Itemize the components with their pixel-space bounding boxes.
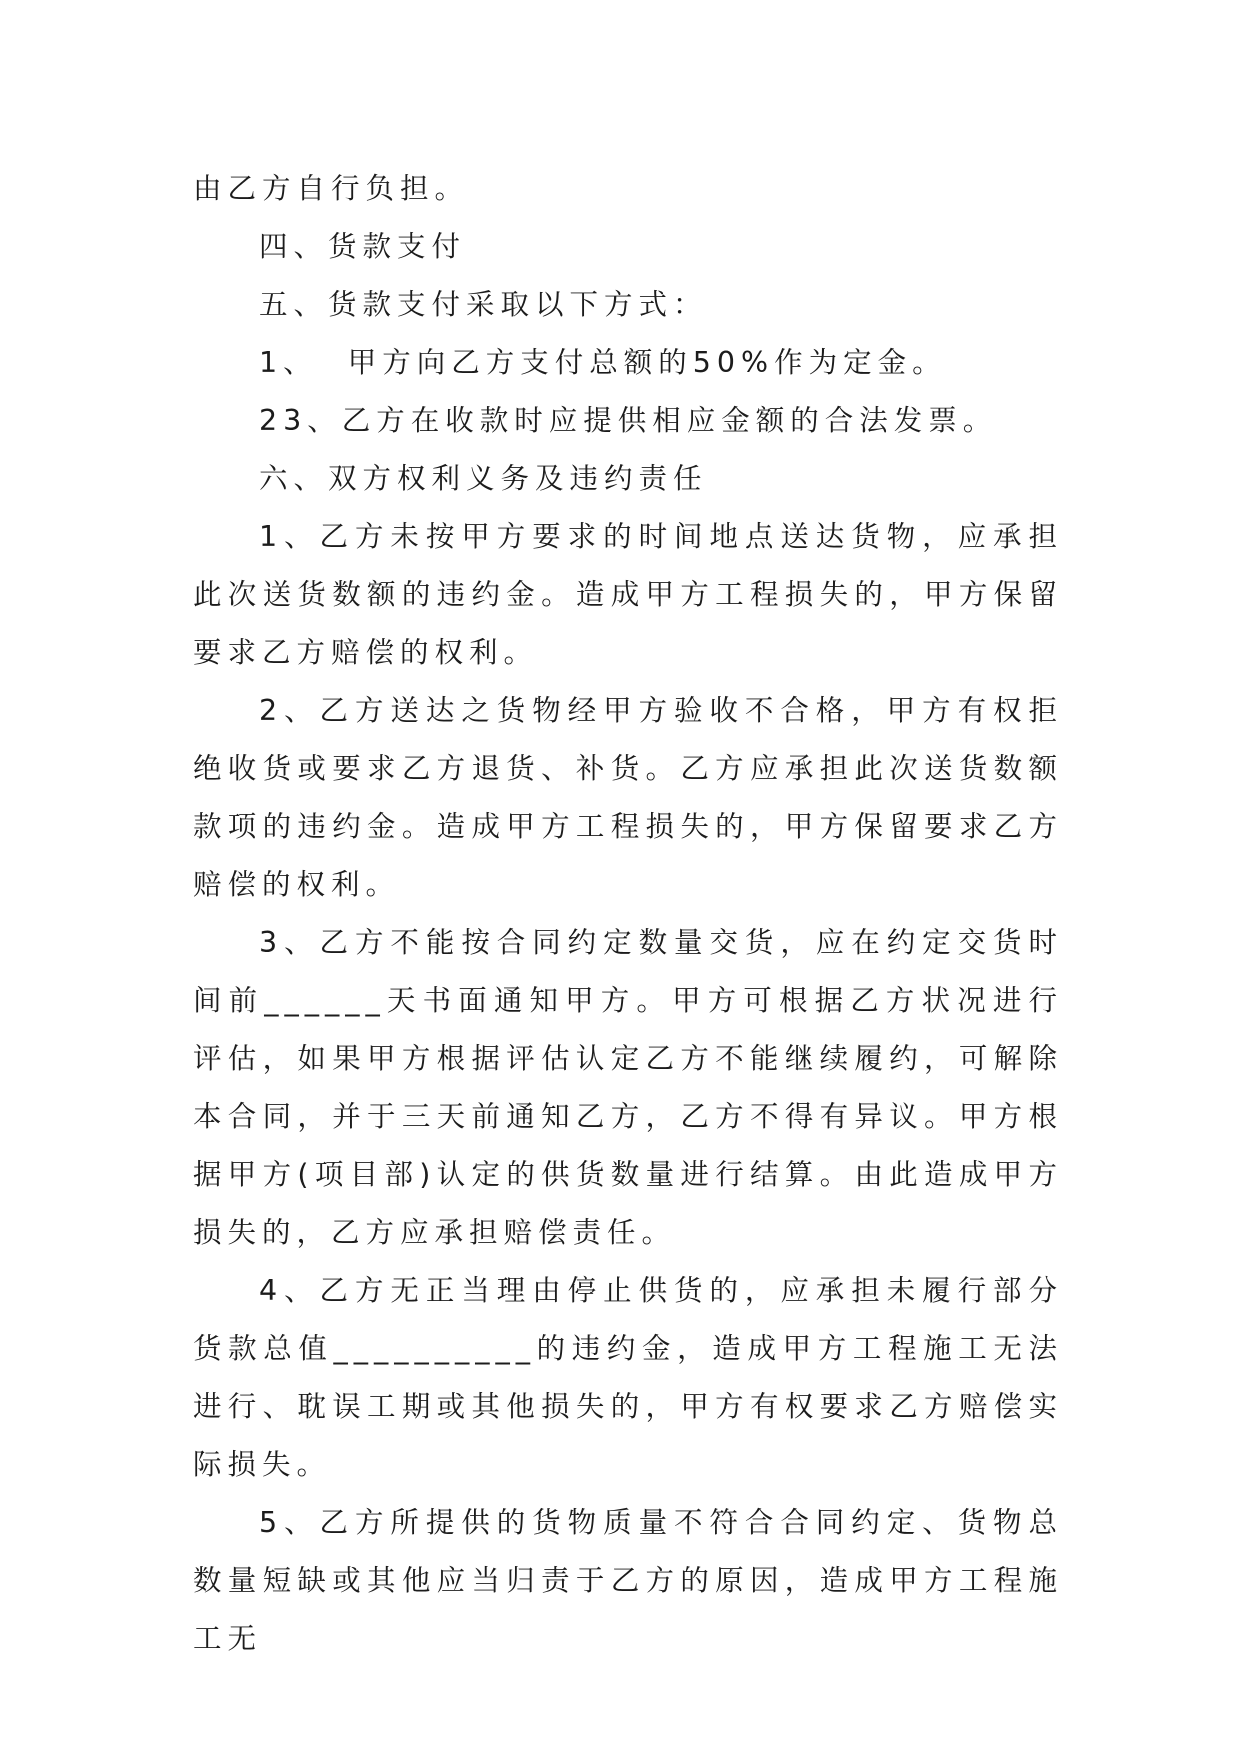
section-heading-payment-method: 五、货款支付采取以下方式： xyxy=(259,288,708,321)
document-body xyxy=(193,160,1063,1668)
clause-quality-defect: 5、乙方所提供的货物质量不符合合同约定、货物总数量短缺或其他应当归责于乙方的原因，造成甲方工程施工无 xyxy=(193,1506,1063,1655)
section-heading-payment: 四、货款支付 xyxy=(259,230,467,263)
clause-quantity-shortfall: 3、乙方不能按合同约定数量交货，应在约定交货时间前______天书面通知甲方。甲方可根据乙方状况进行评估，如果甲方根据评估认定乙方不能继续履约，可解除本合同，并于三天前通知乙方，乙方不得有异议。甲方根据甲方(项目部)认定的供货数量进行结算。由此造成甲方损失的，乙方应承担赔偿责任。 xyxy=(193,926,1063,1249)
clause-nonconforming-goods: 2、乙方送达之货物经甲方验收不合格，甲方有权拒绝收货或要求乙方退货、补货。乙方应承担此次送货数额款项的违约金。造成甲方工程损失的，甲方保留要求乙方赔偿的权利。 xyxy=(193,694,1063,901)
paragraph-continuation: 由乙方自行负担。 xyxy=(193,172,470,205)
clause-deposit: 1、 甲方向乙方支付总额的50%作为定金。 xyxy=(259,346,947,379)
clause-supply-stoppage: 4、乙方无正当理由停止供货的，应承担未履行部分货款总值__________的违约金，造成甲方工程施工无法进行、耽误工期或其他损失的，甲方有权要求乙方赔偿实际损失。 xyxy=(193,1274,1063,1481)
section-heading-rights-obligations: 六、双方权利义务及违约责任 xyxy=(259,462,708,495)
clause-late-delivery: 1、乙方未按甲方要求的时间地点送达货物，应承担此次送货数额的违约金。造成甲方工程损失的，甲方保留要求乙方赔偿的权利。 xyxy=(193,520,1063,669)
clause-invoice: 23、乙方在收款时应提供相应金额的合法发票。 xyxy=(259,404,998,437)
